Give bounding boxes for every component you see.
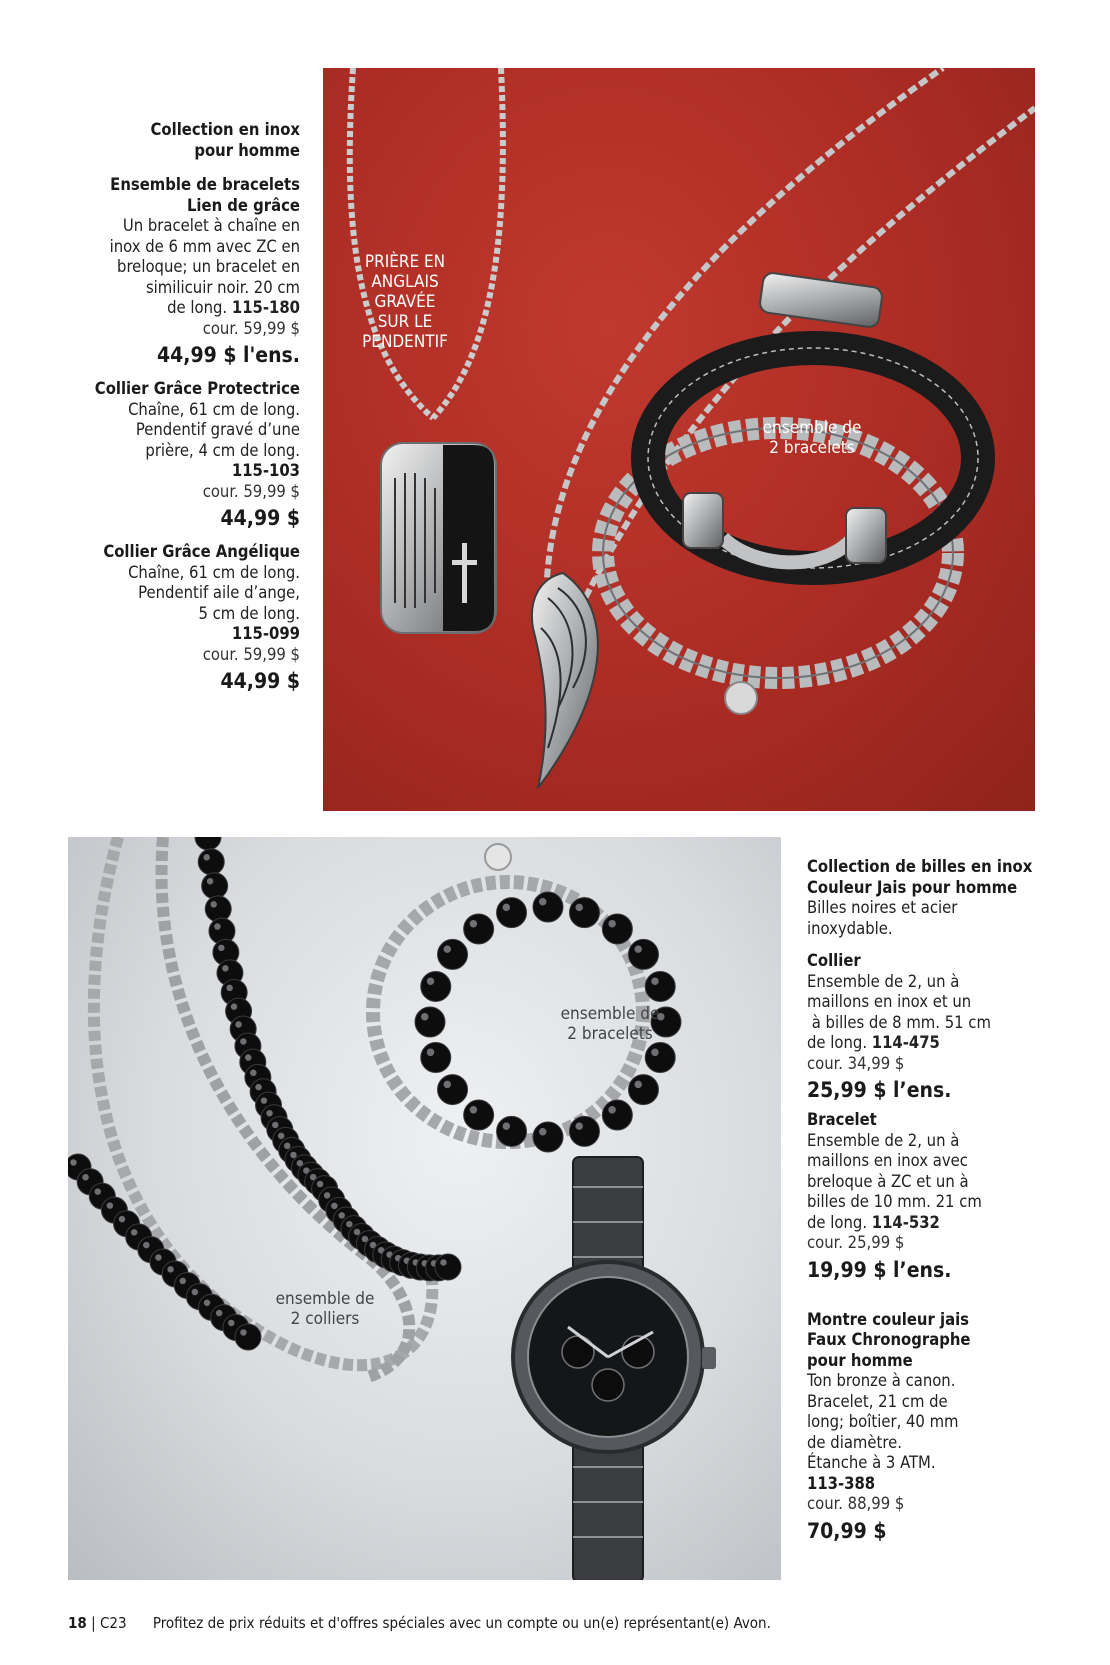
footer-message: Profitez de prix réduits et d'offres spéciales avec un compte ou un(e) représentant(e) Avon. bbox=[152, 1614, 771, 1632]
product-desc-line: inox de 6 mm avec ZC en bbox=[109, 236, 300, 256]
bead-highlight bbox=[214, 923, 221, 930]
black-bead bbox=[464, 914, 494, 944]
callout-line: 2 colliers bbox=[290, 1309, 360, 1329]
collection-title-line2: pour homme bbox=[194, 140, 300, 160]
bead-highlight bbox=[470, 1106, 478, 1114]
bead-highlight bbox=[427, 977, 435, 985]
black-bead bbox=[435, 1254, 461, 1280]
product-desc-line: long; boîtier, 40 mm bbox=[807, 1412, 959, 1431]
bead-highlight bbox=[216, 1310, 223, 1317]
product-name-line3: pour homme bbox=[807, 1350, 913, 1370]
collection-desc-line: Billes noires et acier bbox=[807, 898, 958, 917]
bead-highlight bbox=[651, 977, 659, 985]
product-desc-line: maillons en inox et un bbox=[807, 992, 972, 1011]
product-desc-line: maillons en inox avec bbox=[807, 1151, 968, 1170]
bead-highlight bbox=[272, 1122, 279, 1129]
bead-highlight bbox=[155, 1254, 162, 1261]
left-product-column bbox=[60, 120, 300, 695]
sale-price: 44,99 $ l'ens. bbox=[156, 343, 300, 367]
bead-highlight bbox=[222, 965, 229, 972]
product-desc-line: Pendentif aile d’ange, bbox=[138, 583, 300, 602]
black-bead bbox=[438, 1075, 468, 1105]
product-desc-last: de long. bbox=[167, 298, 228, 317]
bead-highlight bbox=[131, 1229, 138, 1236]
product-desc-line: Étanche à 3 ATM. bbox=[807, 1453, 936, 1472]
bead-highlight bbox=[317, 1181, 324, 1188]
collection-title: Collection en inox bbox=[150, 120, 300, 139]
bead-highlight bbox=[192, 1289, 199, 1296]
product-desc-line: de diamètre. bbox=[807, 1432, 902, 1452]
product-protective-necklace bbox=[60, 379, 300, 532]
bead-highlight bbox=[634, 1081, 642, 1089]
bead-highlight bbox=[503, 1122, 511, 1130]
product-desc-line: Pendentif gravé d’une bbox=[135, 420, 300, 439]
bead-highlight bbox=[338, 1212, 345, 1219]
chronograph-watch bbox=[513, 1157, 716, 1580]
bead-highlight bbox=[421, 1013, 429, 1021]
bead-highlight bbox=[250, 1070, 257, 1077]
right-product-column bbox=[807, 857, 1067, 1545]
bead-highlight bbox=[226, 985, 233, 992]
product-sku: 113-388 bbox=[807, 1473, 876, 1493]
bead-highlight bbox=[470, 920, 478, 928]
bead-highlight bbox=[119, 1216, 126, 1223]
black-bead bbox=[628, 939, 658, 969]
black-bead bbox=[533, 892, 563, 922]
bead-highlight bbox=[539, 1128, 547, 1136]
product-bead-necklace bbox=[807, 951, 1067, 1104]
black-bead bbox=[628, 1075, 658, 1105]
black-bead bbox=[415, 1007, 445, 1037]
bead-highlight bbox=[651, 1049, 659, 1057]
product-name: Montre couleur jais bbox=[807, 1309, 970, 1329]
product-desc-line: similicuir noir. 20 cm bbox=[145, 277, 300, 297]
black-bead bbox=[602, 1100, 632, 1130]
mens-steel-jewelry-photo bbox=[323, 68, 1035, 811]
product-desc-line: billes de 10 mm. 21 cm bbox=[807, 1192, 982, 1211]
sale-price: 25,99 $ l’ens. bbox=[807, 1078, 952, 1102]
product-desc-line: 5 cm de long. bbox=[198, 603, 300, 623]
product-desc-last: de long. bbox=[807, 1212, 868, 1232]
bead-highlight bbox=[143, 1242, 150, 1249]
callout-line: PENDENTIF bbox=[362, 332, 448, 352]
product-sku: 115-099 bbox=[231, 624, 300, 643]
black-bead bbox=[438, 939, 468, 969]
bead-highlight bbox=[240, 1329, 247, 1336]
dog-tag-pendant bbox=[381, 443, 496, 633]
bead-highlight bbox=[278, 1133, 285, 1140]
bead-highlight bbox=[346, 1221, 353, 1228]
bead-highlight bbox=[608, 1106, 616, 1114]
product-name-line2: Lien de grâce bbox=[186, 195, 300, 215]
collection-title: Collection de billes en inox bbox=[807, 857, 1033, 876]
product-desc-line-sku bbox=[807, 1213, 1067, 1234]
sale-price: 70,99 $ bbox=[807, 1518, 887, 1543]
product-desc-line: Chaîne, 61 cm de long. bbox=[128, 399, 300, 419]
product-bead-bracelet bbox=[807, 1110, 1067, 1284]
product-desc-line-sku bbox=[807, 1033, 1067, 1054]
product-sku: 114-475 bbox=[871, 1033, 940, 1052]
callout-line: 2 bracelets bbox=[769, 438, 855, 458]
bead-highlight bbox=[235, 1021, 242, 1028]
bead-highlight bbox=[575, 1122, 583, 1130]
black-bead bbox=[421, 971, 451, 1001]
black-bead bbox=[602, 914, 632, 944]
callout-line: 2 bracelets bbox=[567, 1024, 653, 1044]
regular-price: cour. 59,99 $ bbox=[202, 644, 300, 664]
callout-line: ensemble de bbox=[560, 1004, 660, 1024]
jewelry-illustration bbox=[323, 68, 1035, 811]
black-bead bbox=[645, 971, 675, 1001]
bead-highlight bbox=[167, 1266, 174, 1273]
product-desc-line: Chaîne, 61 cm de long. bbox=[128, 562, 300, 582]
black-bead bbox=[421, 1043, 451, 1073]
callout-line: ANGLAIS bbox=[371, 272, 439, 292]
callout-line: ensemble de bbox=[762, 418, 862, 438]
bead-highlight bbox=[218, 945, 225, 952]
product-desc-line: breloque; un bracelet en bbox=[117, 257, 300, 276]
product-desc-line: à billes de 8 mm. 51 cm bbox=[807, 1012, 991, 1032]
bead-highlight bbox=[94, 1188, 101, 1195]
black-bead bbox=[569, 898, 599, 928]
angel-wing-pendant bbox=[532, 573, 598, 788]
black-bead bbox=[497, 1116, 527, 1146]
product-sku: 115-103 bbox=[231, 461, 300, 480]
callout-line: ensemble de bbox=[275, 1289, 375, 1309]
bead-highlight bbox=[440, 1259, 447, 1266]
bead-bracelet-callout bbox=[535, 1004, 685, 1044]
sale-price: 44,99 $ bbox=[220, 669, 300, 693]
black-bead bbox=[198, 849, 224, 875]
product-bracelet-set bbox=[60, 175, 300, 369]
bead-highlight bbox=[266, 1110, 273, 1117]
page-number: 18 bbox=[68, 1614, 87, 1632]
product-desc-line-sku bbox=[60, 298, 300, 319]
bracelet-set-callout bbox=[742, 418, 882, 458]
product-desc-line: Ensemble de 2, un à bbox=[807, 971, 960, 991]
bead-highlight bbox=[427, 1049, 435, 1057]
product-desc-line: Un bracelet à chaîne en bbox=[122, 216, 300, 235]
bead-highlight bbox=[575, 904, 583, 912]
bead-highlight bbox=[255, 1084, 261, 1091]
bead-highlight bbox=[231, 1003, 238, 1010]
product-desc-last: de long. bbox=[807, 1033, 868, 1052]
bead-highlight bbox=[331, 1203, 338, 1210]
product-name-line2: Faux Chronographe bbox=[807, 1330, 971, 1349]
product-name: Bracelet bbox=[807, 1110, 877, 1129]
bead-highlight bbox=[444, 1081, 452, 1089]
bead-highlight bbox=[354, 1229, 361, 1236]
bead-highlight bbox=[210, 901, 217, 908]
bead-highlight bbox=[444, 945, 452, 953]
sale-price: 44,99 $ bbox=[220, 506, 300, 530]
campaign-code: C23 bbox=[99, 1614, 127, 1632]
bead-highlight bbox=[634, 945, 642, 953]
black-bead bbox=[464, 1100, 494, 1130]
black-bead bbox=[202, 873, 228, 899]
bead-highlight bbox=[207, 878, 214, 885]
product-desc-line: Bracelet, 21 cm de bbox=[807, 1391, 948, 1411]
bead-highlight bbox=[107, 1202, 114, 1209]
product-desc-line: prière, 4 cm de long. bbox=[145, 440, 300, 460]
bead-highlight bbox=[203, 854, 210, 861]
product-angelic-necklace bbox=[60, 542, 300, 695]
bead-highlight bbox=[324, 1192, 331, 1199]
black-bead bbox=[569, 1116, 599, 1146]
footer-separator: | bbox=[91, 1614, 96, 1632]
product-name: Collier Grâce Angélique bbox=[103, 542, 300, 561]
regular-price: cour. 59,99 $ bbox=[202, 318, 300, 338]
product-desc-line: Ton bronze à canon. bbox=[807, 1371, 956, 1390]
page-footer bbox=[68, 1614, 771, 1632]
regular-price: cour. 34,99 $ bbox=[807, 1053, 905, 1073]
bead-highlight bbox=[228, 1320, 235, 1327]
necklace-set-callout bbox=[250, 1289, 400, 1329]
callout-line: GRAVÉE bbox=[374, 292, 436, 312]
bead-highlight bbox=[539, 898, 547, 906]
bead-highlight bbox=[503, 904, 511, 912]
black-bead bbox=[497, 898, 527, 928]
product-name: Collier bbox=[807, 951, 861, 970]
product-sku: 114-532 bbox=[871, 1212, 940, 1232]
sale-price: 19,99 $ l’ens. bbox=[807, 1257, 952, 1282]
bead-highlight bbox=[70, 1159, 77, 1166]
black-bead bbox=[645, 1043, 675, 1073]
regular-price: cour. 88,99 $ bbox=[807, 1494, 905, 1513]
black-bead bbox=[195, 837, 221, 850]
product-desc-line: Ensemble de 2, un à bbox=[807, 1130, 960, 1150]
bead-highlight bbox=[284, 1143, 291, 1150]
callout-line: PRIÈRE EN bbox=[364, 252, 446, 272]
product-name: Ensemble de bracelets bbox=[110, 175, 300, 194]
bead-highlight bbox=[245, 1054, 252, 1061]
engraving-callout bbox=[355, 252, 455, 352]
regular-price: cour. 59,99 $ bbox=[202, 481, 300, 501]
jet-bead-collection-photo bbox=[68, 837, 781, 1580]
bead-highlight bbox=[290, 1152, 297, 1159]
bead-highlight bbox=[240, 1038, 247, 1045]
product-name: Collier Grâce Protectrice bbox=[94, 379, 300, 398]
product-sku: 115-180 bbox=[231, 298, 300, 317]
collection-desc-line: inoxydable. bbox=[807, 918, 893, 938]
bead-highlight bbox=[204, 1300, 211, 1307]
bead-highlight bbox=[608, 920, 616, 928]
regular-price: cour. 25,99 $ bbox=[807, 1233, 905, 1252]
black-bead bbox=[205, 896, 231, 922]
collection-title-line2: Couleur Jais pour homme bbox=[807, 877, 1018, 897]
bead-jewelry-illustration bbox=[68, 837, 781, 1580]
callout-line: SUR LE bbox=[377, 312, 433, 332]
bead-highlight bbox=[82, 1174, 89, 1181]
bead-highlight bbox=[179, 1278, 186, 1285]
black-bead bbox=[533, 1122, 563, 1152]
product-desc-line: breloque à ZC et un à bbox=[807, 1171, 969, 1191]
product-watch bbox=[807, 1310, 1067, 1545]
bead-highlight bbox=[261, 1097, 268, 1104]
